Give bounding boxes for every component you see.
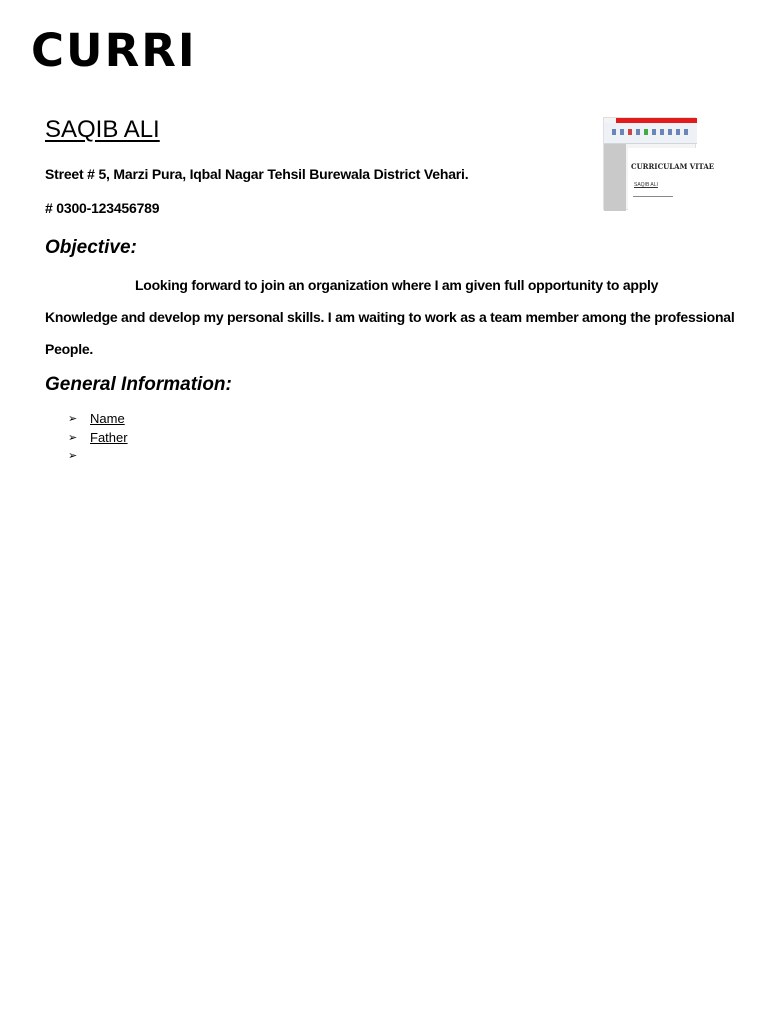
general-information-list bbox=[68, 410, 128, 466]
thumbnail-text-line bbox=[633, 196, 673, 197]
address-line: Street # 5, Marzi Pura, Iqbal Nagar Tehsil Burewala District Vehari. bbox=[45, 166, 469, 182]
general-information-heading: General Information: bbox=[45, 374, 232, 395]
list-item-label: Name bbox=[90, 411, 125, 426]
thumbnail-ribbon bbox=[604, 123, 697, 144]
thumbnail-caption-name: SAQIB ALI bbox=[634, 182, 658, 188]
list-item bbox=[68, 447, 128, 466]
document-title: CURRI bbox=[31, 24, 197, 77]
list-item bbox=[68, 429, 128, 448]
list-item-label: Father bbox=[90, 429, 128, 445]
arrow-right-icon: ➢ bbox=[68, 412, 78, 425]
objective-line-1: Looking forward to join an organization where I am given full opportunity to apply bbox=[135, 277, 659, 293]
objective-line-3: People. bbox=[45, 341, 94, 357]
phone-line: # 0300-123456789 bbox=[45, 200, 160, 216]
thumbnail-caption-title: CURRICULAM VITAE bbox=[631, 162, 715, 171]
arrow-right-icon: ➢ bbox=[68, 430, 78, 444]
thumbnail-page bbox=[628, 148, 697, 211]
list-item bbox=[68, 410, 128, 429]
objective-line-2: Knowledge and develop my personal skills. I am waiting to work as a team member among the professional bbox=[45, 309, 735, 325]
thumbnail-sidebar bbox=[604, 144, 626, 211]
cv-thumbnail-image bbox=[603, 117, 715, 210]
objective-heading: Objective: bbox=[45, 237, 137, 258]
applicant-name: SAQIB ALI bbox=[45, 116, 160, 143]
objective-paragraph bbox=[45, 269, 735, 365]
arrow-right-icon: ➢ bbox=[68, 449, 78, 462]
